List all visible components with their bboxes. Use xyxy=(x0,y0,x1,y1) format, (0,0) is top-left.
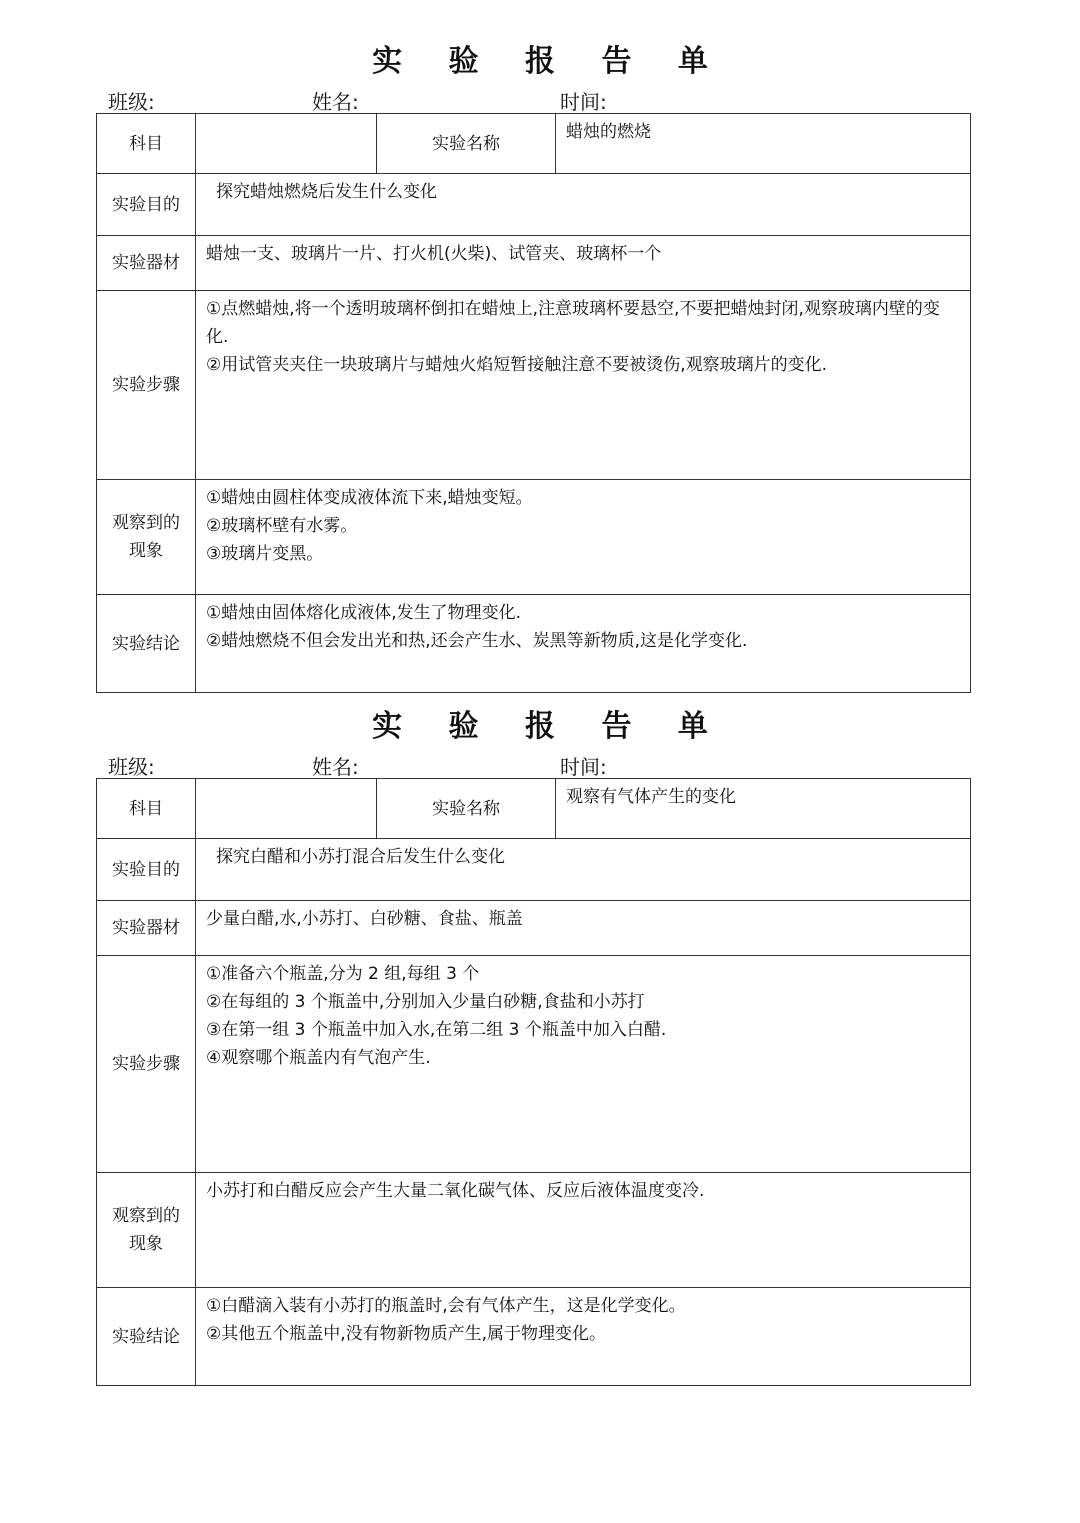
steps-list xyxy=(196,291,970,379)
subject-row xyxy=(97,779,971,839)
observation-item: 小苏打和白醋反应会产生大量二氧化碳气体、反应后液体温度变冷. xyxy=(206,1181,705,1201)
steps-value xyxy=(196,291,971,480)
step-item: ②在每组的 3 个瓶盖中,分别加入少量白砂糖,食盐和小苏打 xyxy=(206,992,645,1012)
observation-list xyxy=(196,480,970,568)
name-label: 姓名: xyxy=(312,90,359,114)
conclusion-label: 实验结论 xyxy=(97,595,196,693)
time-label: 时间: xyxy=(560,755,607,779)
observation-item: ③玻璃片变黑。 xyxy=(206,544,324,564)
report-table xyxy=(96,778,971,1386)
experiment-name-text: 蜡烛的燃烧 xyxy=(566,122,651,142)
purpose-value xyxy=(196,839,971,901)
observation-row xyxy=(97,1173,971,1288)
equipment-label: 实验器材 xyxy=(97,236,196,291)
step-item: ①点燃蜡烛,将一个透明玻璃杯倒扣在蜡烛上,注意玻璃杯要悬空,不要把蜡烛封闭,观察玻璃内壁的变化. xyxy=(206,299,940,347)
steps-value xyxy=(196,956,971,1173)
steps-label: 实验步骤 xyxy=(97,956,196,1173)
purpose-row xyxy=(97,174,971,236)
purpose-label: 实验目的 xyxy=(97,174,196,236)
name-label: 姓名: xyxy=(312,755,359,779)
equipment-text: 蜡烛一支、玻璃片一片、打火机(火柴)、试管夹、玻璃杯一个 xyxy=(206,244,662,264)
subject-label: 科目 xyxy=(97,114,196,174)
conclusion-item: ②蜡烛燃烧不但会发出光和热,还会产生水、炭黑等新物质,这是化学变化. xyxy=(206,631,748,651)
steps-list xyxy=(196,956,970,1072)
conclusion-row xyxy=(97,1288,971,1386)
steps-label: 实验步骤 xyxy=(97,291,196,480)
observation-label xyxy=(97,480,196,595)
equipment-row xyxy=(97,901,971,956)
observation-list xyxy=(196,1173,970,1205)
observation-item: ②玻璃杯壁有水雾。 xyxy=(206,516,358,536)
subject-value xyxy=(196,779,377,839)
equipment-row xyxy=(97,236,971,291)
observation-label-line-2: 现象 xyxy=(129,541,163,561)
conclusion-list xyxy=(196,595,970,655)
observation-label-line-1: 观察到的 xyxy=(112,513,180,533)
step-item: ③在第一组 3 个瓶盖中加入水,在第二组 3 个瓶盖中加入白醋. xyxy=(206,1020,667,1040)
observation-label-line-2: 现象 xyxy=(129,1234,163,1254)
conclusion-value xyxy=(196,595,971,693)
experiment-name-value xyxy=(556,114,971,174)
conclusion-item: ①白醋滴入装有小苏打的瓶盖时,会有气体产生，这是化学变化。 xyxy=(206,1296,686,1316)
step-item: ②用试管夹夹住一块玻璃片与蜡烛火焰短暂接触注意不要被烫伤,观察玻璃片的变化. xyxy=(206,355,828,375)
class-label: 班级: xyxy=(108,755,155,779)
observation-value xyxy=(196,1173,971,1288)
class-label: 班级: xyxy=(108,90,155,114)
report-table xyxy=(96,113,971,693)
steps-row xyxy=(97,291,971,480)
step-item: ④观察哪个瓶盖内有气泡产生. xyxy=(206,1048,431,1068)
experiment-name-label: 实验名称 xyxy=(377,779,556,839)
observation-label-line-1: 观察到的 xyxy=(112,1206,180,1226)
equipment-value xyxy=(196,901,971,956)
purpose-value xyxy=(196,174,971,236)
conclusion-list xyxy=(196,1288,970,1348)
observation-label xyxy=(97,1173,196,1288)
purpose-row xyxy=(97,839,971,901)
report-title: 实 验 报 告 单 xyxy=(372,709,726,744)
purpose-text: 探究白醋和小苏打混合后发生什么变化 xyxy=(216,847,505,867)
experiment-name-value xyxy=(556,779,971,839)
experiment-name-label: 实验名称 xyxy=(377,114,556,174)
conclusion-value xyxy=(196,1288,971,1386)
purpose-text: 探究蜡烛燃烧后发生什么变化 xyxy=(216,182,437,202)
observation-value xyxy=(196,480,971,595)
conclusion-item: ②其他五个瓶盖中,没有物新物质产生,属于物理变化。 xyxy=(206,1324,607,1344)
time-label: 时间: xyxy=(560,90,607,114)
report-title: 实 验 报 告 单 xyxy=(372,44,726,79)
conclusion-item: ①蜡烛由固体熔化成液体,发生了物理变化. xyxy=(206,603,522,623)
observation-item: ①蜡烛由圆柱体变成液体流下来,蜡烛变短。 xyxy=(206,488,533,508)
step-item: ①准备六个瓶盖,分为 2 组,每组 3 个 xyxy=(206,964,480,984)
subject-row xyxy=(97,114,971,174)
subject-label: 科目 xyxy=(97,779,196,839)
subject-value xyxy=(196,114,377,174)
steps-row xyxy=(97,956,971,1173)
observation-row xyxy=(97,480,971,595)
equipment-text: 少量白醋,水,小苏打、白砂糖、食盐、瓶盖 xyxy=(206,909,523,929)
equipment-value xyxy=(196,236,971,291)
purpose-label: 实验目的 xyxy=(97,839,196,901)
conclusion-row xyxy=(97,595,971,693)
conclusion-label: 实验结论 xyxy=(97,1288,196,1386)
experiment-name-text: 观察有气体产生的变化 xyxy=(566,787,736,807)
equipment-label: 实验器材 xyxy=(97,901,196,956)
